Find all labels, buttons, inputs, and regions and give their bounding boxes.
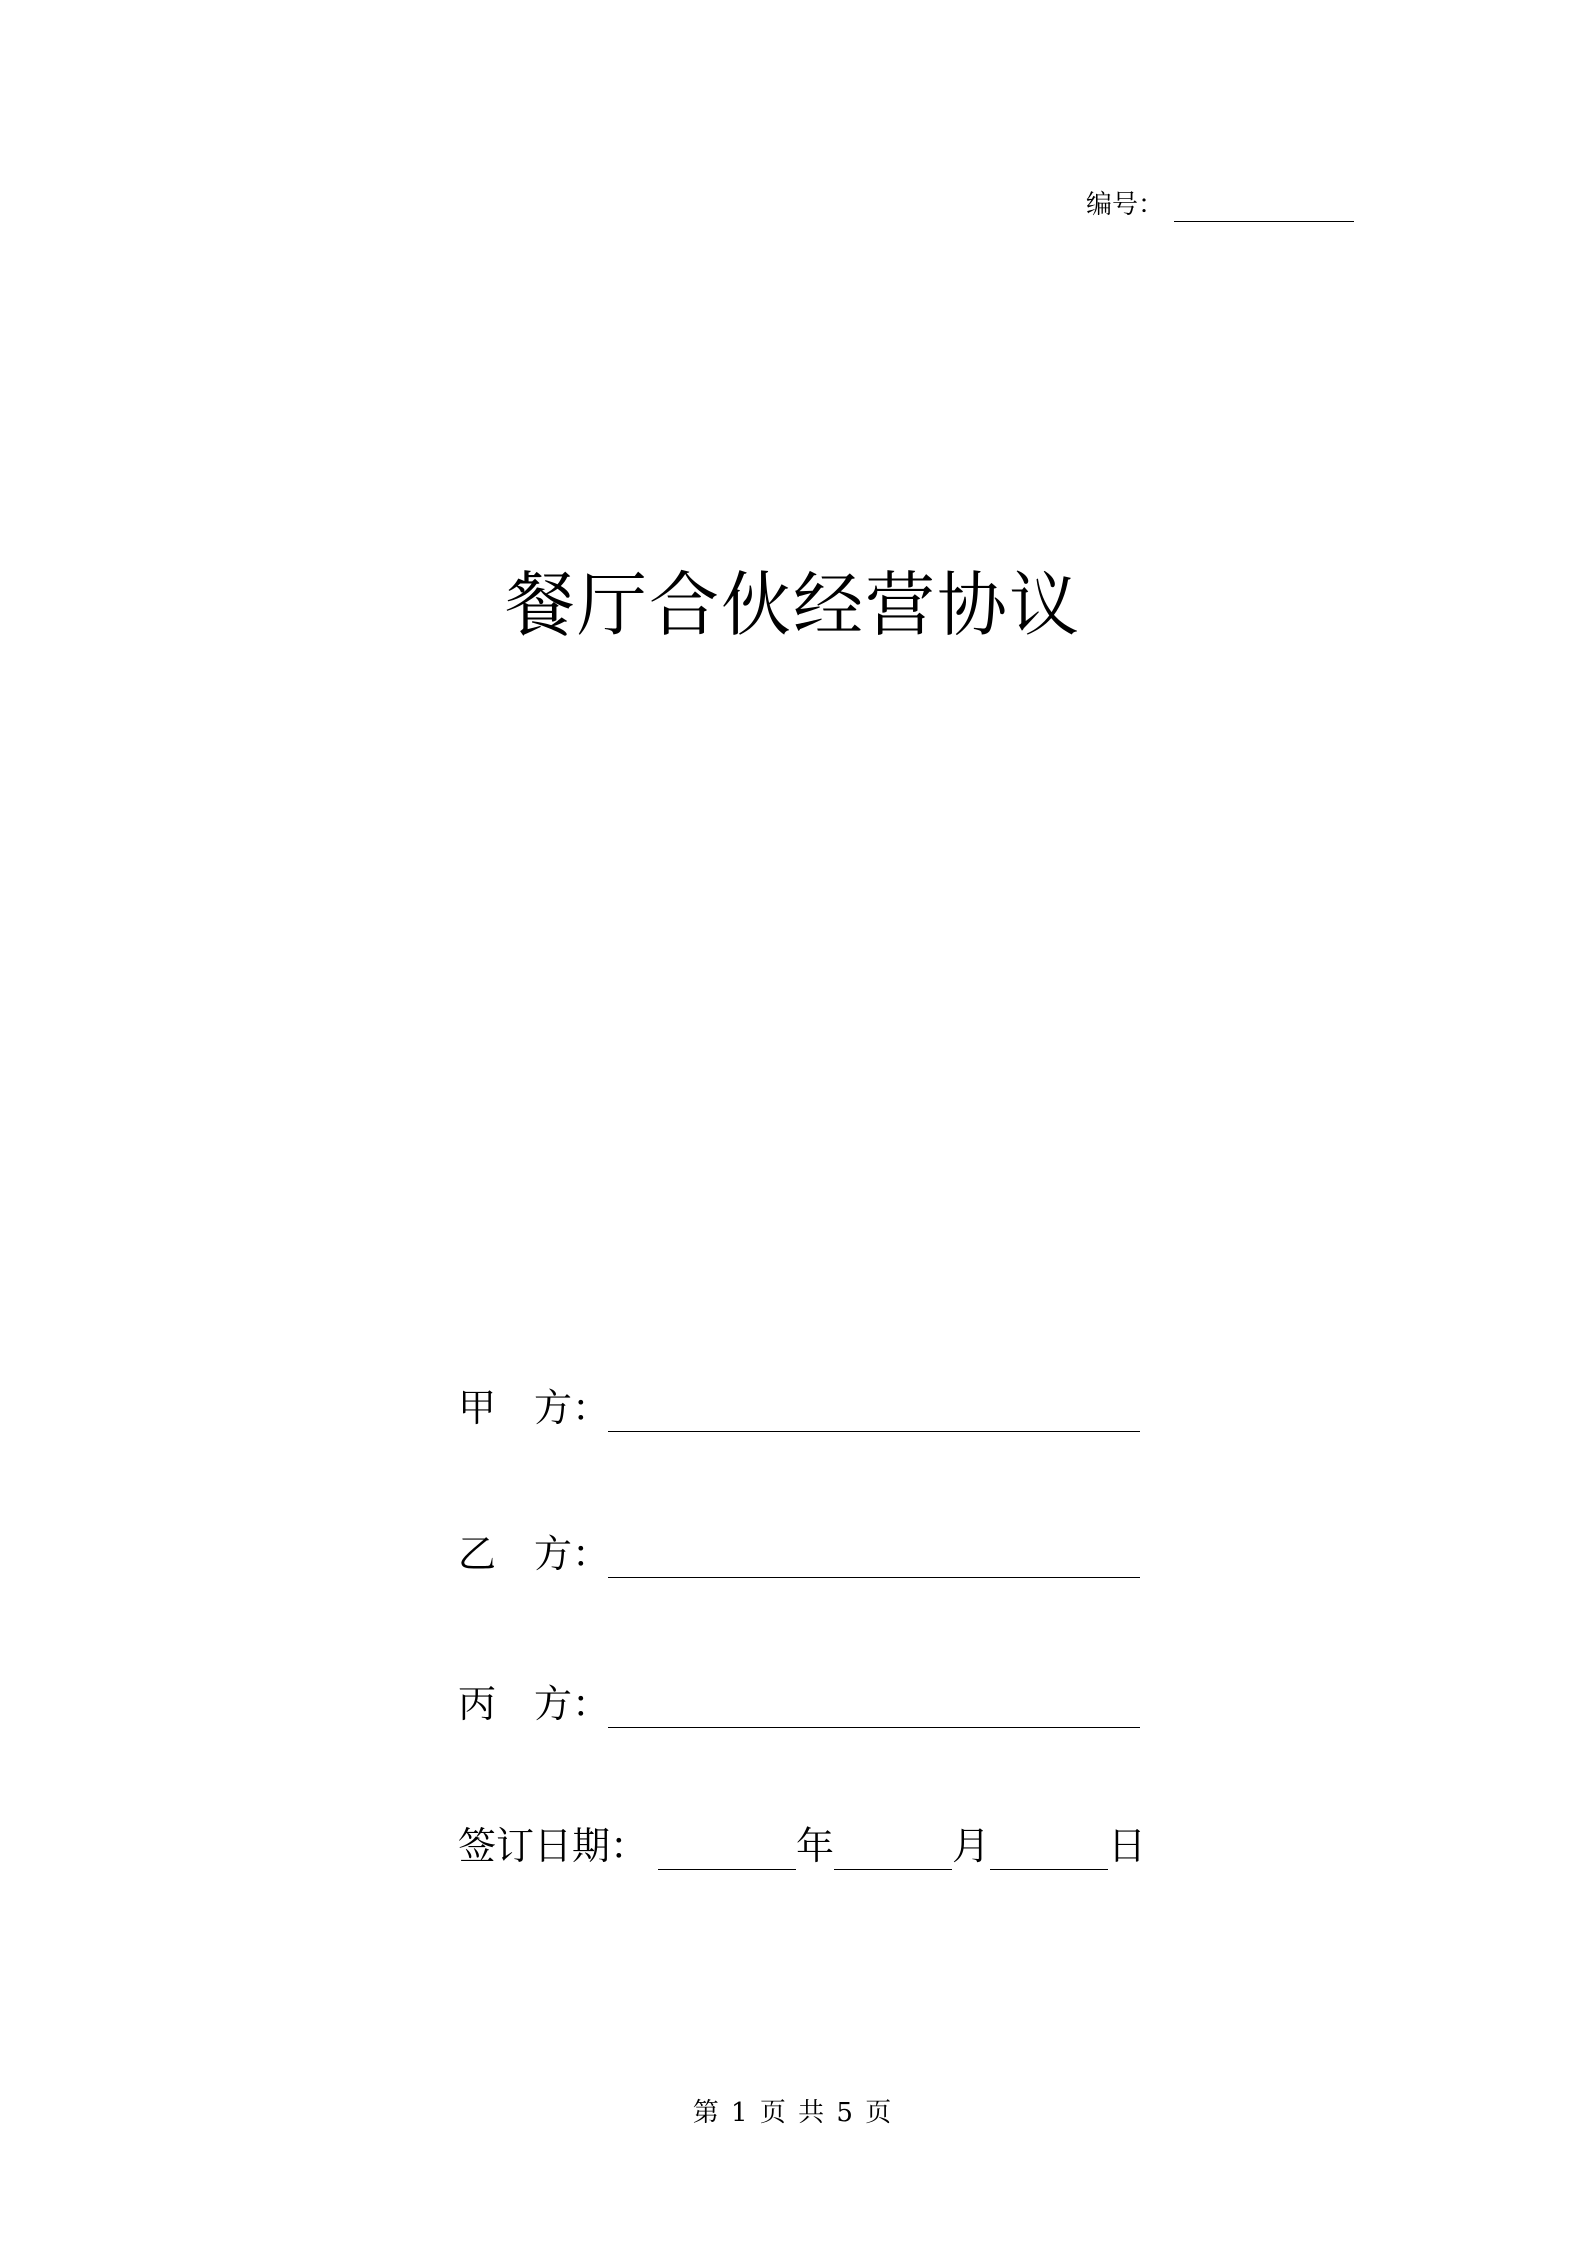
party-a-field[interactable] (608, 1391, 1140, 1432)
party-b-label: 乙 方： (458, 1532, 611, 1576)
party-b-row (458, 1530, 1140, 1578)
party-b-field[interactable] (608, 1537, 1140, 1578)
document-title: 餐厅合伙经营协议 (505, 564, 1081, 646)
signing-date-label: 签订日期： (458, 1824, 649, 1868)
signing-date-row (458, 1822, 1146, 1870)
document-number-label: 编号： (1086, 190, 1165, 220)
signing-year-field[interactable] (658, 1829, 796, 1870)
signing-month-field[interactable] (834, 1829, 952, 1870)
party-c-row (458, 1680, 1140, 1728)
signing-day-unit: 日 (1108, 1824, 1147, 1868)
party-a-label: 甲 方： (458, 1386, 611, 1430)
signing-day-field[interactable] (990, 1829, 1108, 1870)
party-a-row (458, 1384, 1140, 1432)
party-c-label: 丙 方： (458, 1682, 611, 1726)
party-c-field[interactable] (608, 1687, 1140, 1728)
signing-year-unit: 年 (796, 1824, 835, 1868)
document-number-field[interactable] (1174, 193, 1354, 222)
page-footer: 第 1 页 共 5 页 (692, 2098, 894, 2128)
signing-month-unit: 月 (952, 1824, 991, 1868)
document-number (1086, 188, 1354, 222)
